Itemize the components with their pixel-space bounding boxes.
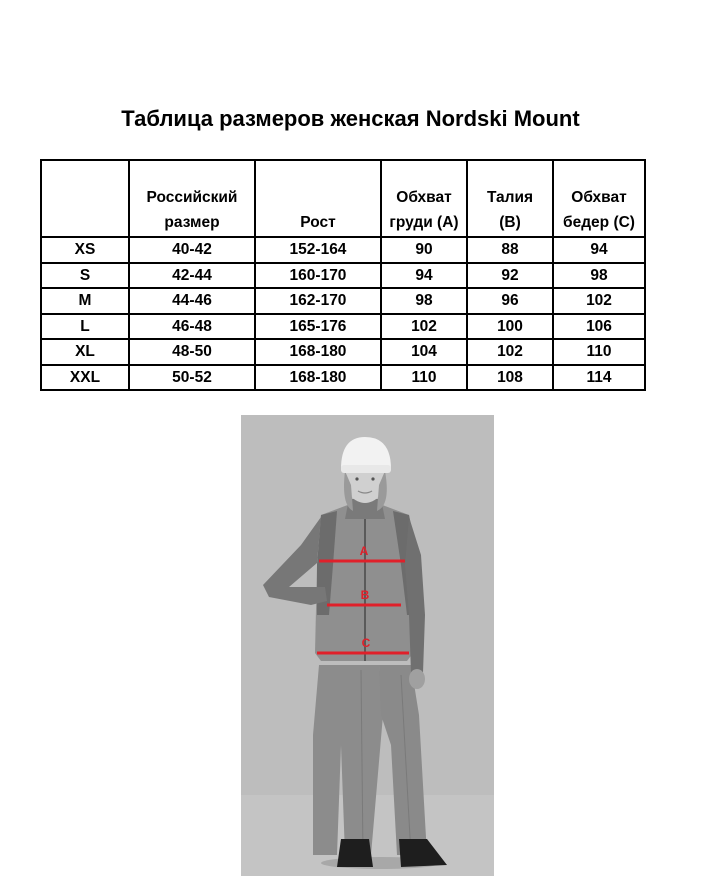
size-letter-cell: XS (41, 237, 129, 263)
marker-c: C (361, 636, 371, 650)
hips-cell: 110 (553, 339, 645, 365)
height-cell: 165-176 (255, 314, 381, 340)
page-title: Таблица размеров женская Nordski Mount (121, 106, 580, 131)
size-letter-cell: XXL (41, 365, 129, 391)
waist-cell: 102 (467, 339, 553, 365)
russian-size-cell: 46-48 (129, 314, 255, 340)
size-table (40, 159, 646, 391)
russian-size-cell: 40-42 (129, 237, 255, 263)
hips-cell: 114 (553, 365, 645, 391)
table-row (41, 288, 645, 314)
chest-cell: 104 (381, 339, 467, 365)
model-figure-illustration (241, 415, 494, 876)
left-boot (337, 839, 373, 867)
waist-cell: 96 (467, 288, 553, 314)
hips-cell: 94 (553, 237, 645, 263)
chest-cell: 98 (381, 288, 467, 314)
russian-size-cell: 50-52 (129, 365, 255, 391)
trousers-shape (313, 665, 383, 855)
chest-cell: 102 (381, 314, 467, 340)
header-russian-size: Российский размер (129, 160, 255, 237)
height-cell: 162-170 (255, 288, 381, 314)
header-height: Рост (255, 160, 381, 237)
waist-cell: 100 (467, 314, 553, 340)
table-row (41, 365, 645, 391)
size-letter-cell: XL (41, 339, 129, 365)
table-header-row (41, 160, 645, 237)
marker-a: A (359, 544, 369, 558)
size-letter-cell: M (41, 288, 129, 314)
table-row (41, 339, 645, 365)
size-letter-cell: L (41, 314, 129, 340)
height-cell: 168-180 (255, 365, 381, 391)
russian-size-cell: 44-46 (129, 288, 255, 314)
table-row (41, 263, 645, 289)
height-cell: 152-164 (255, 237, 381, 263)
header-waist: Талия (B) (467, 160, 553, 237)
russian-size-cell: 42-44 (129, 263, 255, 289)
waist-cell: 88 (467, 237, 553, 263)
hips-cell: 98 (553, 263, 645, 289)
height-cell: 168-180 (255, 339, 381, 365)
model-photo (241, 415, 494, 876)
chest-cell: 110 (381, 365, 467, 391)
table-row (41, 237, 645, 263)
size-letter-cell: S (41, 263, 129, 289)
marker-b: B (360, 588, 370, 602)
table-row (41, 314, 645, 340)
russian-size-cell: 48-50 (129, 339, 255, 365)
hips-cell: 102 (553, 288, 645, 314)
waist-cell: 108 (467, 365, 553, 391)
chest-cell: 94 (381, 263, 467, 289)
header-chest: Обхват груди (A) (381, 160, 467, 237)
waist-cell: 92 (467, 263, 553, 289)
chest-cell: 90 (381, 237, 467, 263)
hips-cell: 106 (553, 314, 645, 340)
header-size-letter (41, 160, 129, 237)
height-cell: 160-170 (255, 263, 381, 289)
header-hips: Обхват бедер (C) (553, 160, 645, 237)
